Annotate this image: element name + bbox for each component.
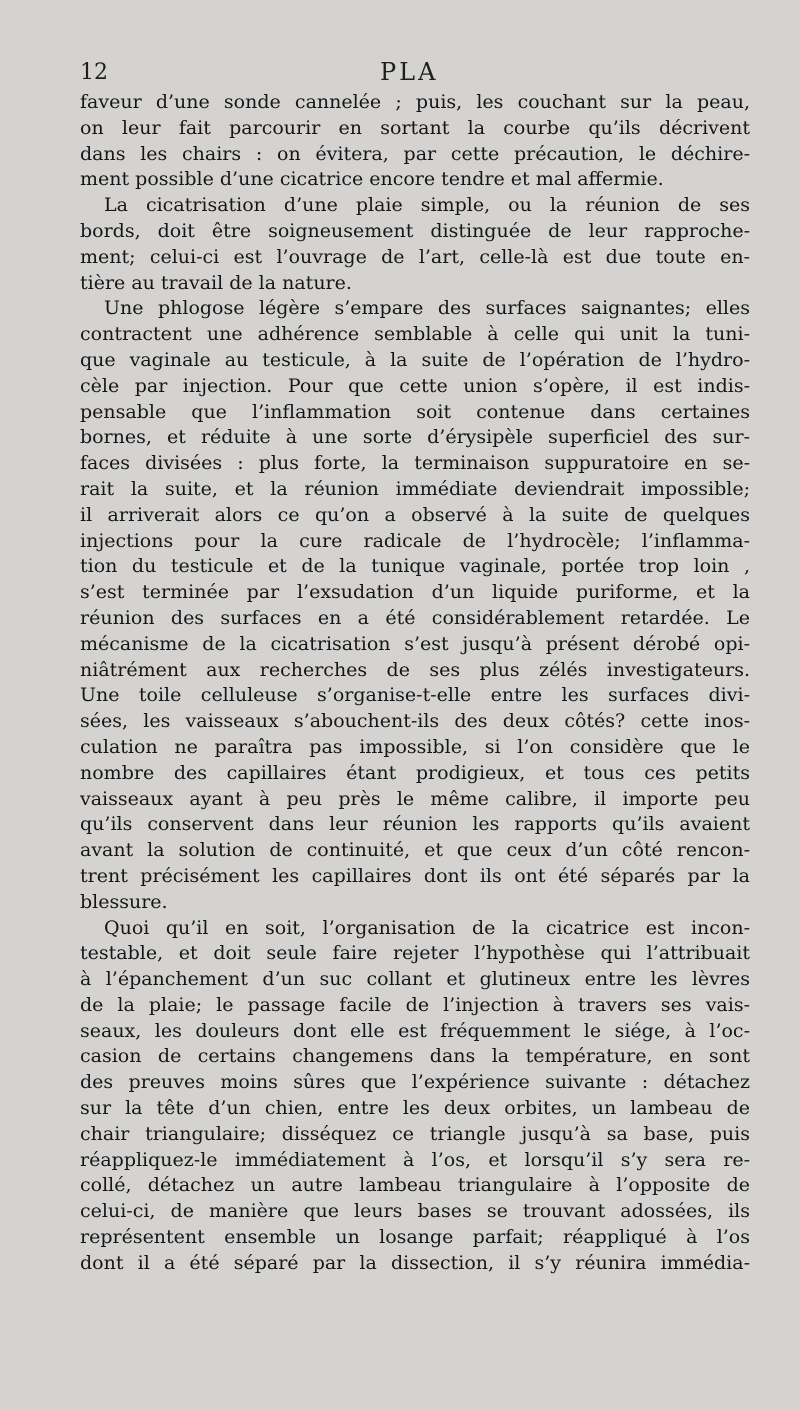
text-line: collé, détachez un autre lambeau triangulaire à l’opposite de: [80, 1174, 750, 1197]
text-line: casion de certains changemens dans la température, en sont: [80, 1045, 750, 1068]
text-line: Quoi qu’il en soit, l’organisation de la cicatrice est incon-: [104, 916, 750, 939]
text-line: que vaginale au testicule, à la suite de l’opération de l’hydro-: [80, 348, 750, 371]
text-line: culation ne paraîtra pas impossible, si l’on considère que le: [80, 735, 750, 758]
text-line: des preuves moins sûres que l’expérience suivante : détachez: [80, 1071, 750, 1094]
text-line: dans les chairs : on évitera, par cette précaution, le déchire-: [80, 142, 750, 165]
running-head: PLA: [380, 58, 439, 86]
text-line: La cicatrisation d’une plaie simple, ou la réunion de ses: [104, 194, 750, 217]
text-line: trent précisément les capillaires dont ils ont été séparés par la: [80, 864, 750, 887]
text-line: nombre des capillaires étant prodigieux, et tous ces petits: [80, 761, 750, 784]
text-line: bords, doit être soigneusement distinguée de leur rapproche-: [80, 219, 750, 242]
body-text: [80, 90, 750, 1277]
text-line: testable, et doit seule faire rejeter l’hypothèse qui l’attribuait: [80, 942, 750, 965]
text-line: ment possible d’une cicatrice encore tendre et mal affermie.: [80, 168, 664, 191]
text-line: chair triangulaire; disséquez ce triangle jusqu’à sa base, puis: [80, 1122, 750, 1145]
text-line: cèle par injection. Pour que cette union s’opère, il est indis-: [80, 374, 750, 397]
text-line: il arriverait alors ce qu’on a observé à la suite de quelques: [80, 503, 750, 526]
text-line: mécanisme de la cicatrisation s’est jusqu’à présent dérobé opi-: [80, 632, 750, 655]
text-line: blessure.: [80, 890, 168, 913]
text-line: s’est terminée par l’exsudation d’un liquide puriforme, et la: [80, 581, 750, 604]
text-line: rait la suite, et la réunion immédiate deviendrait impossible;: [80, 477, 750, 500]
page-header: [80, 58, 750, 88]
text-line: faveur d’une sonde cannelée ; puis, les couchant sur la peau,: [80, 91, 750, 113]
text-line: réunion des surfaces en a été considérablement retardée. Le: [80, 606, 750, 629]
text-line: ment; celui-ci est l’ouvrage de l’art, celle-là est due toute en-: [80, 245, 750, 268]
text-line: tière au travail de la nature.: [80, 271, 352, 294]
text-line: on leur fait parcourir en sortant la courbe qu’ils décrivent: [80, 116, 750, 139]
text-line: sur la tête d’un chien, entre les deux orbites, un lambeau de: [80, 1097, 750, 1120]
text-line: dont il a été séparé par la dissection, il s’y réunira immédia-: [80, 1251, 750, 1274]
text-line: bornes, et réduite à une sorte d’érysipèle superficiel des sur-: [80, 426, 750, 449]
text-line: Une toile celluleuse s’organise-t-elle entre les surfaces divi-: [80, 684, 750, 707]
text-line: celui-ci, de manière que leurs bases se trouvant adossées, ils: [80, 1200, 750, 1223]
text-line: vaisseaux ayant à peu près le même calibre, il importe peu: [80, 787, 750, 810]
text-line: de la plaie; le passage facile de l’injection à travers ses vais-: [80, 993, 750, 1016]
text-line: sées, les vaisseaux s’abouchent-ils des deux côtés? cette inos-: [80, 710, 750, 733]
text-line: injections pour la cure radicale de l’hydrocèle; l’inflamma-: [80, 529, 750, 552]
text-line: pensable que l’inflammation soit contenue dans certaines: [80, 400, 750, 423]
text-line: faces divisées : plus forte, la terminaison suppuratoire en se-: [80, 452, 750, 475]
text-line: avant la solution de continuité, et que ceux d’un côté rencon-: [80, 839, 750, 862]
text-line: réappliquez-le immédiatement à l’os, et lorsqu’il s’y sera re-: [80, 1148, 750, 1171]
text-line: représentent ensemble un losange parfait; réappliqué à l’os: [80, 1226, 750, 1249]
text-line: qu’ils conservent dans leur réunion les rapports qu’ils avaient: [80, 813, 750, 836]
text-line: niâtrément aux recherches de ses plus zélés investigateurs.: [80, 658, 750, 681]
page-number: 12: [80, 60, 108, 85]
text-line: seaux, les douleurs dont elle est fréquemment le siége, à l’oc-: [80, 1019, 750, 1042]
text-line: contractent une adhérence semblable à celle qui unit la tuni-: [80, 323, 750, 346]
text-line: à l’épanchement d’un suc collant et glutineux entre les lèvres: [80, 968, 750, 991]
text-line: tion du testicule et de la tunique vaginale, portée trop loin ,: [80, 555, 750, 578]
text-line: Une phlogose légère s’empare des surfaces saignantes; elles: [104, 297, 750, 320]
